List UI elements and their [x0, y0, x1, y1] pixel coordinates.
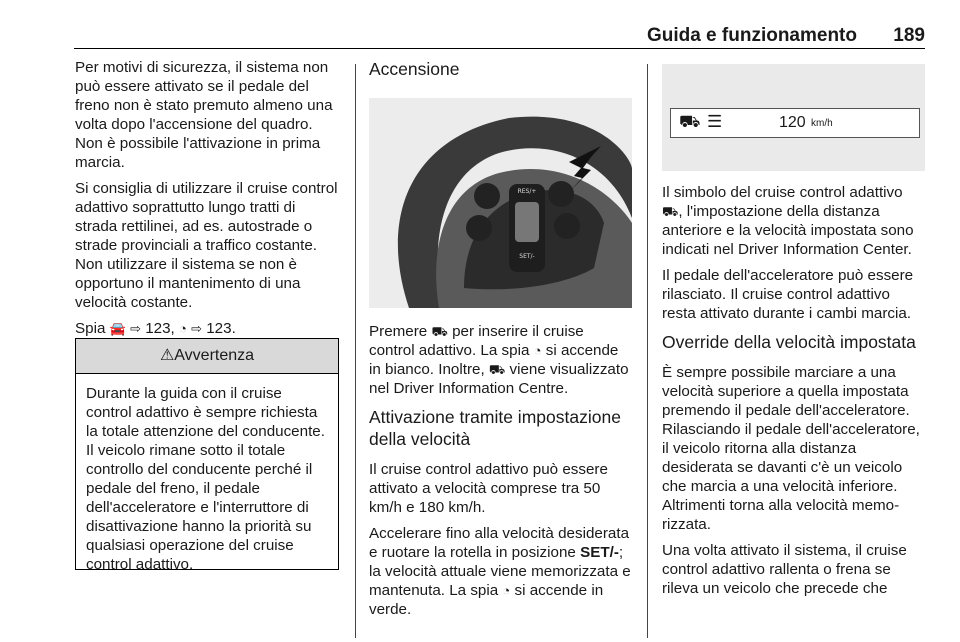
- spia-line: Spia 🚘 ⇨ 123, ◔ ⇨ 123.: [75, 320, 236, 337]
- paragraph: Accelerare fino alla velocità desiderata e ruotare la rotella in posizione SET/-; la velocità attuale viene memorizzata e mantenuta. La spia ◔ si accende in verde.: [369, 525, 631, 618]
- paragraph: Premere ⛟ per inserire il cruise control adattivo. La spia ◔ si accende in bianco. Inoltre, ⛟ viene visualizzato nel Driver Information Centre.: [369, 323, 629, 397]
- warning-icon: ⚠: [159, 347, 175, 364]
- distance-icon: ☰: [707, 112, 723, 131]
- paragraph: Una volta attivato il sistema, il cruise control adattivo rallenta o frena se rileva un veicolo che precede che: [662, 542, 907, 597]
- driver-info-display: [670, 108, 920, 138]
- adaptive-cruise-icon: ⛟: [431, 324, 448, 339]
- warning-header: [76, 339, 338, 374]
- page-header-title: Guida e funzionamento: [646, 25, 857, 46]
- paragraph: Il pedale dell'acceleratore può essere rilasciato. Il cruise control adattivo resta attivato durante i cambi marcia.: [662, 267, 914, 322]
- cruise-icon: ◔: [502, 583, 511, 598]
- paragraph: Il cruise control adattivo può essere attivato a velocità comprese tra 50 km/h e 180 km/h.: [369, 461, 608, 516]
- page-header: [74, 10, 925, 49]
- section-heading: Accensione: [369, 59, 460, 79]
- display-speed: 120: [779, 114, 806, 131]
- paragraph: Si consiglia di utilizzare il cruise control adattivo soprattutto lungo tratti di strada rettilinei, ad es. autostrade o strade provinciali a traffico costante. Non utilizzare il sistema se non è opportuno il mantenimento di una velocità costante.: [75, 180, 338, 311]
- display-figure: [662, 64, 925, 171]
- warning-box: [75, 338, 339, 573]
- adaptive-cruise-icon: ⛟: [662, 204, 679, 219]
- column-divider: [647, 64, 648, 638]
- wheel-label-set: SET/-: [519, 253, 535, 260]
- arrow-ref-icon: ⇨: [191, 321, 202, 336]
- column-1: [75, 58, 341, 345]
- page-number: 189: [893, 25, 925, 46]
- column-3: [662, 183, 926, 605]
- warning-title: Avvertenza: [174, 347, 255, 364]
- column-divider: [355, 64, 356, 638]
- column-2-text: [369, 322, 633, 626]
- paragraph: Per motivi di sicurezza, il sistema non può essere attivato se il pedale del freno non è stato premuto almeno una volta dopo l'accensione del quadro. Non è possibile l'attivazione in prima marcia.: [75, 59, 333, 171]
- paragraph: Il simbolo del cruise control adattivo ⛟, l'impostazione della distanza anteriore e la velocità impostata sono indicati nel Driver Information Center.: [662, 184, 914, 258]
- paragraph: È sempre possibile marciare a una velocità superiore a quella impostata premendo il pedale dell'acceleratore. Rilasciando il pedale dell'acceleratore, il veicolo ritorna alla distanza desiderata se davanti c'è un veicolo che marcia a una velocità inferiore. Altrimenti torna alla velocità memorizzata.: [662, 364, 920, 533]
- display-unit: km/h: [811, 118, 833, 129]
- column-2: [369, 58, 633, 90]
- warning-body: Durante la guida con il cruise control adattivo è sempre richiesta la totale attenzione del conducente. Il veicolo rimane sotto il totale controllo del conducente perché il pedale del freno, il pedale dell'acceleratore e l'interruttore di disattivazione hanno la priorità su qualsiasi operazione del cruise control adattivo.: [86, 385, 325, 573]
- section-heading: Attivazione tramite impostazione della velocità: [369, 407, 621, 449]
- cruise-icon: ◔: [533, 343, 542, 358]
- wheel-label-res: RES/+: [517, 188, 537, 195]
- arrow-ref-icon: ⇨: [130, 321, 141, 336]
- section-heading: Override della velocità impostata: [662, 332, 916, 352]
- steering-wheel-image: [369, 98, 632, 308]
- steering-wheel-figure: [369, 98, 632, 308]
- car-icon: 🚘: [109, 321, 126, 336]
- cruise-icon: ◔: [179, 321, 187, 336]
- adaptive-cruise-icon: ⛟: [679, 112, 701, 131]
- adaptive-cruise-icon: ⛟: [488, 362, 506, 377]
